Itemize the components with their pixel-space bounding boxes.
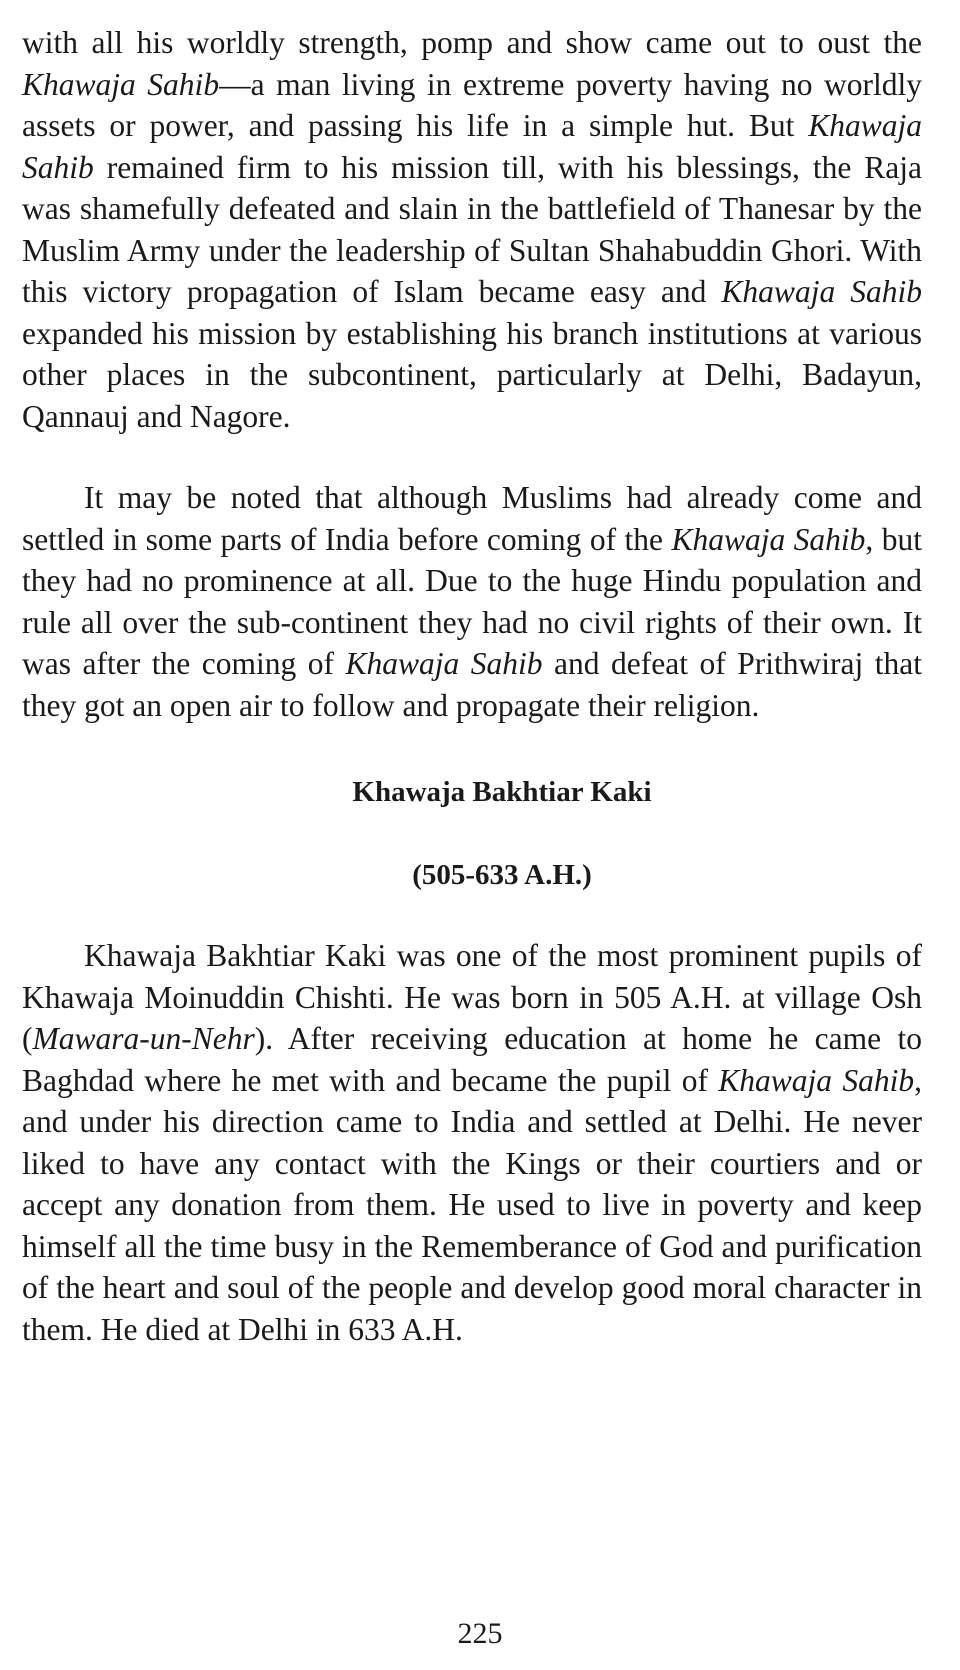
italic-term: Khawaja Sahib [22,66,220,102]
italic-term: Khawaja Sahib [718,1062,915,1098]
section-dates: (505-633 A.H.) [412,859,592,891]
paragraph-prithwiraj-defeat [22,22,922,437]
text-segment: with all his worldly strength, pomp and show came out to oust the [22,25,922,60]
text-segment: , and under his direction came to India and settled at Delhi. He never liked to have any contact with the Kings or their courtiers and or accept any donation from them. He used to live in poverty and keep himself all the time busy in the Rememberance of God and purification of the heart and soul of the people and develop good moral character in them. He died at Delhi in 633 A.H. [22,1062,922,1347]
text-segment: Khawaja Bakhtiar Kaki was one of the most prominent pupils of Khawaja Moinuddin Chishti. He was born in 505 A.H. at village Osh ( [22,938,922,1056]
text-segment: remained firm to his mission till, with his blessings, the Raja was shamefully defeated and slain in the battlefield of Thanesar by the Muslim Army under the leadership of Sultan Shahabuddin Ghori. With this victory propagation of Islam became easy and [22,149,922,309]
paragraph-muslims-in-india [22,477,922,726]
section-heading: Khawaja Bakhtiar Kaki [352,776,652,808]
text-segment: expanded his mission by establishing his branch institutions at various other places in the subcontinent, particularly at Delhi, Badayun, Qannauj and Nagore. [22,315,922,434]
italic-term: Mawara-un-Nehr [32,1021,255,1056]
italic-term: Khawaja Sahib [345,646,543,681]
text-segment: It may be noted that although Muslims had already come and settled in some parts of India before coming of the [22,480,922,557]
paragraph-bakhtiar-kaki [22,935,922,1350]
text-segment: and defeat of Prithwiraj that they got an open air to follow and propagate their religion. [22,646,922,723]
text-segment: , but they had no prominence at all. Due to the huge Hindu population and rule all over the sub-continent they had no civil rights of their own. It was after the coming of [22,521,922,681]
italic-term: Khawaja Sahib [22,108,922,185]
text-segment: ). After receiving education at home he came to Baghdad where he met with and became the pupil of [22,1021,922,1098]
page-number: 225 [457,1617,503,1650]
italic-term: Khawaja Sahib [671,521,866,557]
italic-term: Khawaja Sahib [721,274,922,309]
book-page [22,22,922,1350]
text-segment: —a man living in extreme poverty having no worldly assets or power, and passing his life in a simple hut. But [22,66,923,143]
